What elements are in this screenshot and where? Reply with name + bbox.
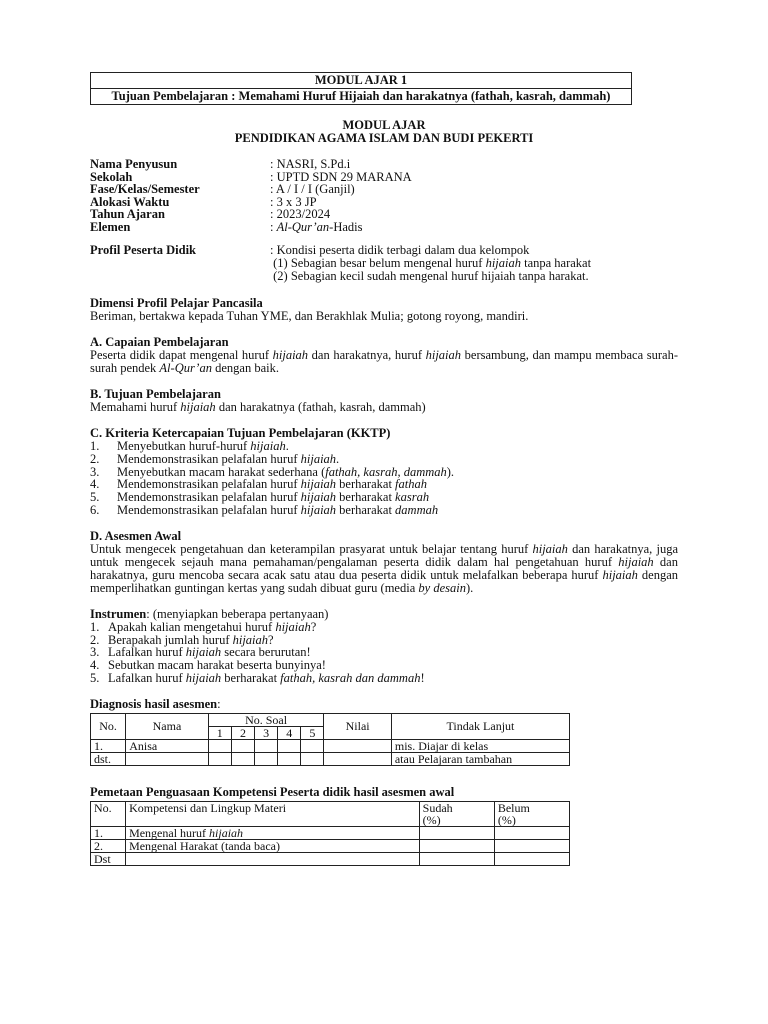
section-title: A. Capaian Pembelajaran <box>90 335 229 349</box>
cell-soal <box>231 739 254 752</box>
soal-num: 5 <box>301 726 324 739</box>
text: dengan baik. <box>211 361 279 375</box>
list-number: 5. <box>90 490 100 505</box>
text: dan harakatnya (fathah, kasrah, dammah) <box>215 400 426 414</box>
cell-nama: Anisa <box>126 739 209 752</box>
cell-no: 1. <box>91 826 126 839</box>
meta-row <box>90 221 678 234</box>
soal-num: 3 <box>255 726 278 739</box>
list-number: 3. <box>90 464 100 479</box>
table-row <box>91 826 570 839</box>
meta-row <box>90 158 678 171</box>
section-capaian <box>90 336 678 375</box>
section-title: B. Tujuan Pembelajaran <box>90 387 221 401</box>
profil-italic: hijaiah <box>485 256 521 270</box>
text: dan harakatnya, huruf <box>308 348 426 362</box>
section-instrumen <box>90 608 678 685</box>
italic-text: hijaiah <box>180 400 216 414</box>
cell-kompetensi: Mengenal huruf hijaiah <box>126 826 420 839</box>
cell-tindak: mis. Diajar di kelas <box>391 739 569 752</box>
list-number: 6. <box>90 502 100 517</box>
section-title: Pemetaan Penguasaan Kompetensi Peserta didik hasil asesmen awal <box>90 784 455 799</box>
header-no: No. <box>91 713 126 739</box>
list-text: Sebutkan macam harakat beserta bunyinya! <box>108 658 326 673</box>
meta-value-italic: Al-Qur’an <box>276 219 330 234</box>
section-title: C. Kriteria Ketercapaian Tujuan Pembelajaran (KKTP) <box>90 426 391 440</box>
meta-value <box>270 221 678 234</box>
meta-row <box>90 196 678 209</box>
table-header-row <box>91 801 570 826</box>
meta-value: : NASRI, S.Pd.i <box>270 157 351 171</box>
cell-soal <box>255 752 278 765</box>
soal-num: 2 <box>231 726 254 739</box>
doc-heading-1: MODUL AJAR <box>342 118 426 132</box>
list-text: Menyebutkan huruf-huruf hijaiah. <box>117 439 289 453</box>
cell-sudah <box>419 826 494 839</box>
cell-kompetensi <box>126 852 420 865</box>
profil-values <box>270 244 678 283</box>
table-row <box>91 752 570 765</box>
header-nilai: Nilai <box>324 713 391 739</box>
meta-label: Alokasi Waktu <box>90 194 170 209</box>
identity-table <box>90 158 678 233</box>
list-text: Lafalkan huruf hijaiah secara berurutan! <box>108 645 311 660</box>
list-text: Lafalkan huruf hijaiah berharakat fathah, kasrah dan dammah! <box>108 670 425 685</box>
section-pemetaan <box>90 786 678 866</box>
section-tujuan <box>90 388 678 414</box>
cell-nilai <box>324 752 391 765</box>
profil-text: tanpa harakat <box>520 256 592 270</box>
pemetaan-table <box>90 801 570 866</box>
cell-no: 1. <box>91 739 126 752</box>
meta-label: Fase/Kelas/Semester <box>90 182 200 196</box>
text: bersambung, dan mampu membaca surah-surah pendek <box>90 348 679 375</box>
cell-soal <box>255 739 278 752</box>
cell-belum <box>494 852 569 865</box>
italic-text: Al-Qur’an <box>159 361 212 375</box>
header-no: No. <box>91 801 126 826</box>
list-text: Berapakah jumlah huruf hijaiah? <box>108 632 274 647</box>
cell-soal <box>208 752 231 765</box>
cell-soal <box>231 752 254 765</box>
meta-value: : 3 x 3 JP <box>270 194 317 209</box>
instrumen-list <box>90 621 678 685</box>
list-text: Mendemonstrasikan pelafalan huruf hijaiah berharakat fathah <box>117 477 427 492</box>
meta-label: Elemen <box>90 219 131 234</box>
module-title: MODUL AJAR 1 <box>91 73 631 89</box>
list-number: 4. <box>90 658 100 673</box>
table-row <box>91 852 570 865</box>
section-title: D. Asesmen Awal <box>90 528 182 543</box>
cell-soal <box>278 739 301 752</box>
section-kktp <box>90 427 678 517</box>
list-text: Apakah kalian mengetahui huruf hijaiah? <box>108 619 317 634</box>
cell-sudah <box>419 852 494 865</box>
meta-value: : A / I / I (Ganjil) <box>270 182 355 196</box>
meta-value: : UPTD SDN 29 MARANA <box>270 169 412 184</box>
meta-value-suffix: -Hadis <box>329 219 363 234</box>
list-number: 3. <box>90 645 100 660</box>
list-text: Mendemonstrasikan pelafalan huruf hijaiah berharakat kasrah <box>117 490 430 505</box>
profil-text: (2) Sebagian kecil sudah mengenal huruf hijaiah tanpa harakat. <box>273 269 589 283</box>
section-body <box>90 349 678 375</box>
text: Memahami huruf <box>90 400 181 414</box>
section-body: Beriman, bertakwa kepada Tuhan YME, dan Berakhlak Mulia; gotong royong, mandiri. <box>90 309 529 323</box>
list-item <box>90 672 678 685</box>
cell-soal <box>278 752 301 765</box>
cell-sudah <box>419 839 494 852</box>
section-body <box>90 401 678 414</box>
profil-text: (1) Sebagian besar belum mengenal huruf <box>273 256 486 270</box>
cell-kompetensi: Mengenal Harakat (tanda baca) <box>126 839 420 852</box>
table-header-row <box>91 713 570 726</box>
kktp-list <box>90 440 678 517</box>
cell-tindak: atau Pelajaran tambahan <box>391 752 569 765</box>
list-text: Mendemonstrasikan pelafalan huruf hijaiah berharakat dammah <box>117 502 439 517</box>
cell-soal <box>208 739 231 752</box>
doc-heading-2: PENDIDIKAN AGAMA ISLAM DAN BUDI PEKERTI <box>234 131 534 145</box>
list-number: 2. <box>90 632 100 647</box>
cell-nama <box>126 752 209 765</box>
section-asesmen <box>90 530 678 595</box>
meta-row <box>90 183 678 196</box>
meta-value-prefix: : <box>270 219 277 234</box>
header-soal: No. Soal <box>208 713 324 726</box>
italic-text: hijaiah <box>425 348 462 362</box>
meta-row <box>90 208 678 221</box>
header-tindak: Tindak Lanjut <box>391 713 569 739</box>
section-title: Instrumen: (menyiapkan beberapa pertanyaan) <box>90 606 329 621</box>
cell-belum <box>494 839 569 852</box>
profil-peserta-didik <box>90 244 678 283</box>
cell-nilai <box>324 739 391 752</box>
list-item <box>90 504 678 517</box>
section-diagnosis <box>90 698 678 766</box>
section-title: Diagnosis hasil asesmen: <box>90 696 221 711</box>
list-number: 1. <box>90 439 100 453</box>
profil-line <box>270 270 678 283</box>
list-number: 1. <box>90 619 100 634</box>
diagnosis-table <box>90 713 570 766</box>
italic-text: hijaiah <box>272 348 309 362</box>
section-dimensi <box>90 297 678 323</box>
header-sudah: Sudah (%) <box>419 801 494 826</box>
module-title-box <box>90 72 632 105</box>
list-number: 5. <box>90 670 100 685</box>
list-text: Menyebutkan macam harakat sederhana (fathah, kasrah, dammah). <box>117 464 455 479</box>
section-body: Untuk mengecek pengetahuan dan keterampilan prasyarat untuk belajar tentang huruf hijaiah dan harakatnya, juga untuk mengecek sejauh mana pemahaman/pengalaman peserta didik dalam hal pengetahuan huruf hijaiah dan harakatnya, guru mencoba secara acak satu atau dua peserta didik untuk melafalkan beberapa huruf hijaiah dengan memperlihatkan guntingan kertas yang sudah dibuat guru (media by desain). <box>90 541 678 595</box>
list-number: 2. <box>90 451 100 466</box>
soal-num: 4 <box>278 726 301 739</box>
text: Peserta didik dapat mengenal huruf <box>90 348 273 362</box>
cell-soal <box>301 752 324 765</box>
meta-label: Nama Penyusun <box>90 157 178 171</box>
meta-value: : 2023/2024 <box>270 207 331 221</box>
header-belum: Belum (%) <box>494 801 569 826</box>
cell-no: dst. <box>91 752 126 765</box>
document-page <box>90 72 678 866</box>
module-objective: Tujuan Pembelajaran : Memahami Huruf Hijaiah dan harakatnya (fathah, kasrah, dammah) <box>111 89 611 103</box>
cell-no: 2. <box>91 839 126 852</box>
cell-soal <box>301 739 324 752</box>
table-row <box>91 739 570 752</box>
cell-no: Dst <box>91 852 126 865</box>
list-text: Mendemonstrasikan pelafalan huruf hijaiah. <box>117 451 340 466</box>
soal-num: 1 <box>208 726 231 739</box>
cell-belum <box>494 826 569 839</box>
profil-label: Profil Peserta Didik <box>90 243 196 257</box>
header-kompetensi: Kompetensi dan Lingkup Materi <box>126 801 420 826</box>
header-nama: Nama <box>126 713 209 739</box>
profil-line: : Kondisi peserta didik terbagi dalam dua kelompok <box>270 243 530 257</box>
meta-label: Tahun Ajaran <box>90 207 165 221</box>
meta-label: Sekolah <box>90 169 133 184</box>
table-row <box>91 839 570 852</box>
list-number: 4. <box>90 477 100 492</box>
section-title: Dimensi Profil Pelajar Pancasila <box>90 296 263 310</box>
